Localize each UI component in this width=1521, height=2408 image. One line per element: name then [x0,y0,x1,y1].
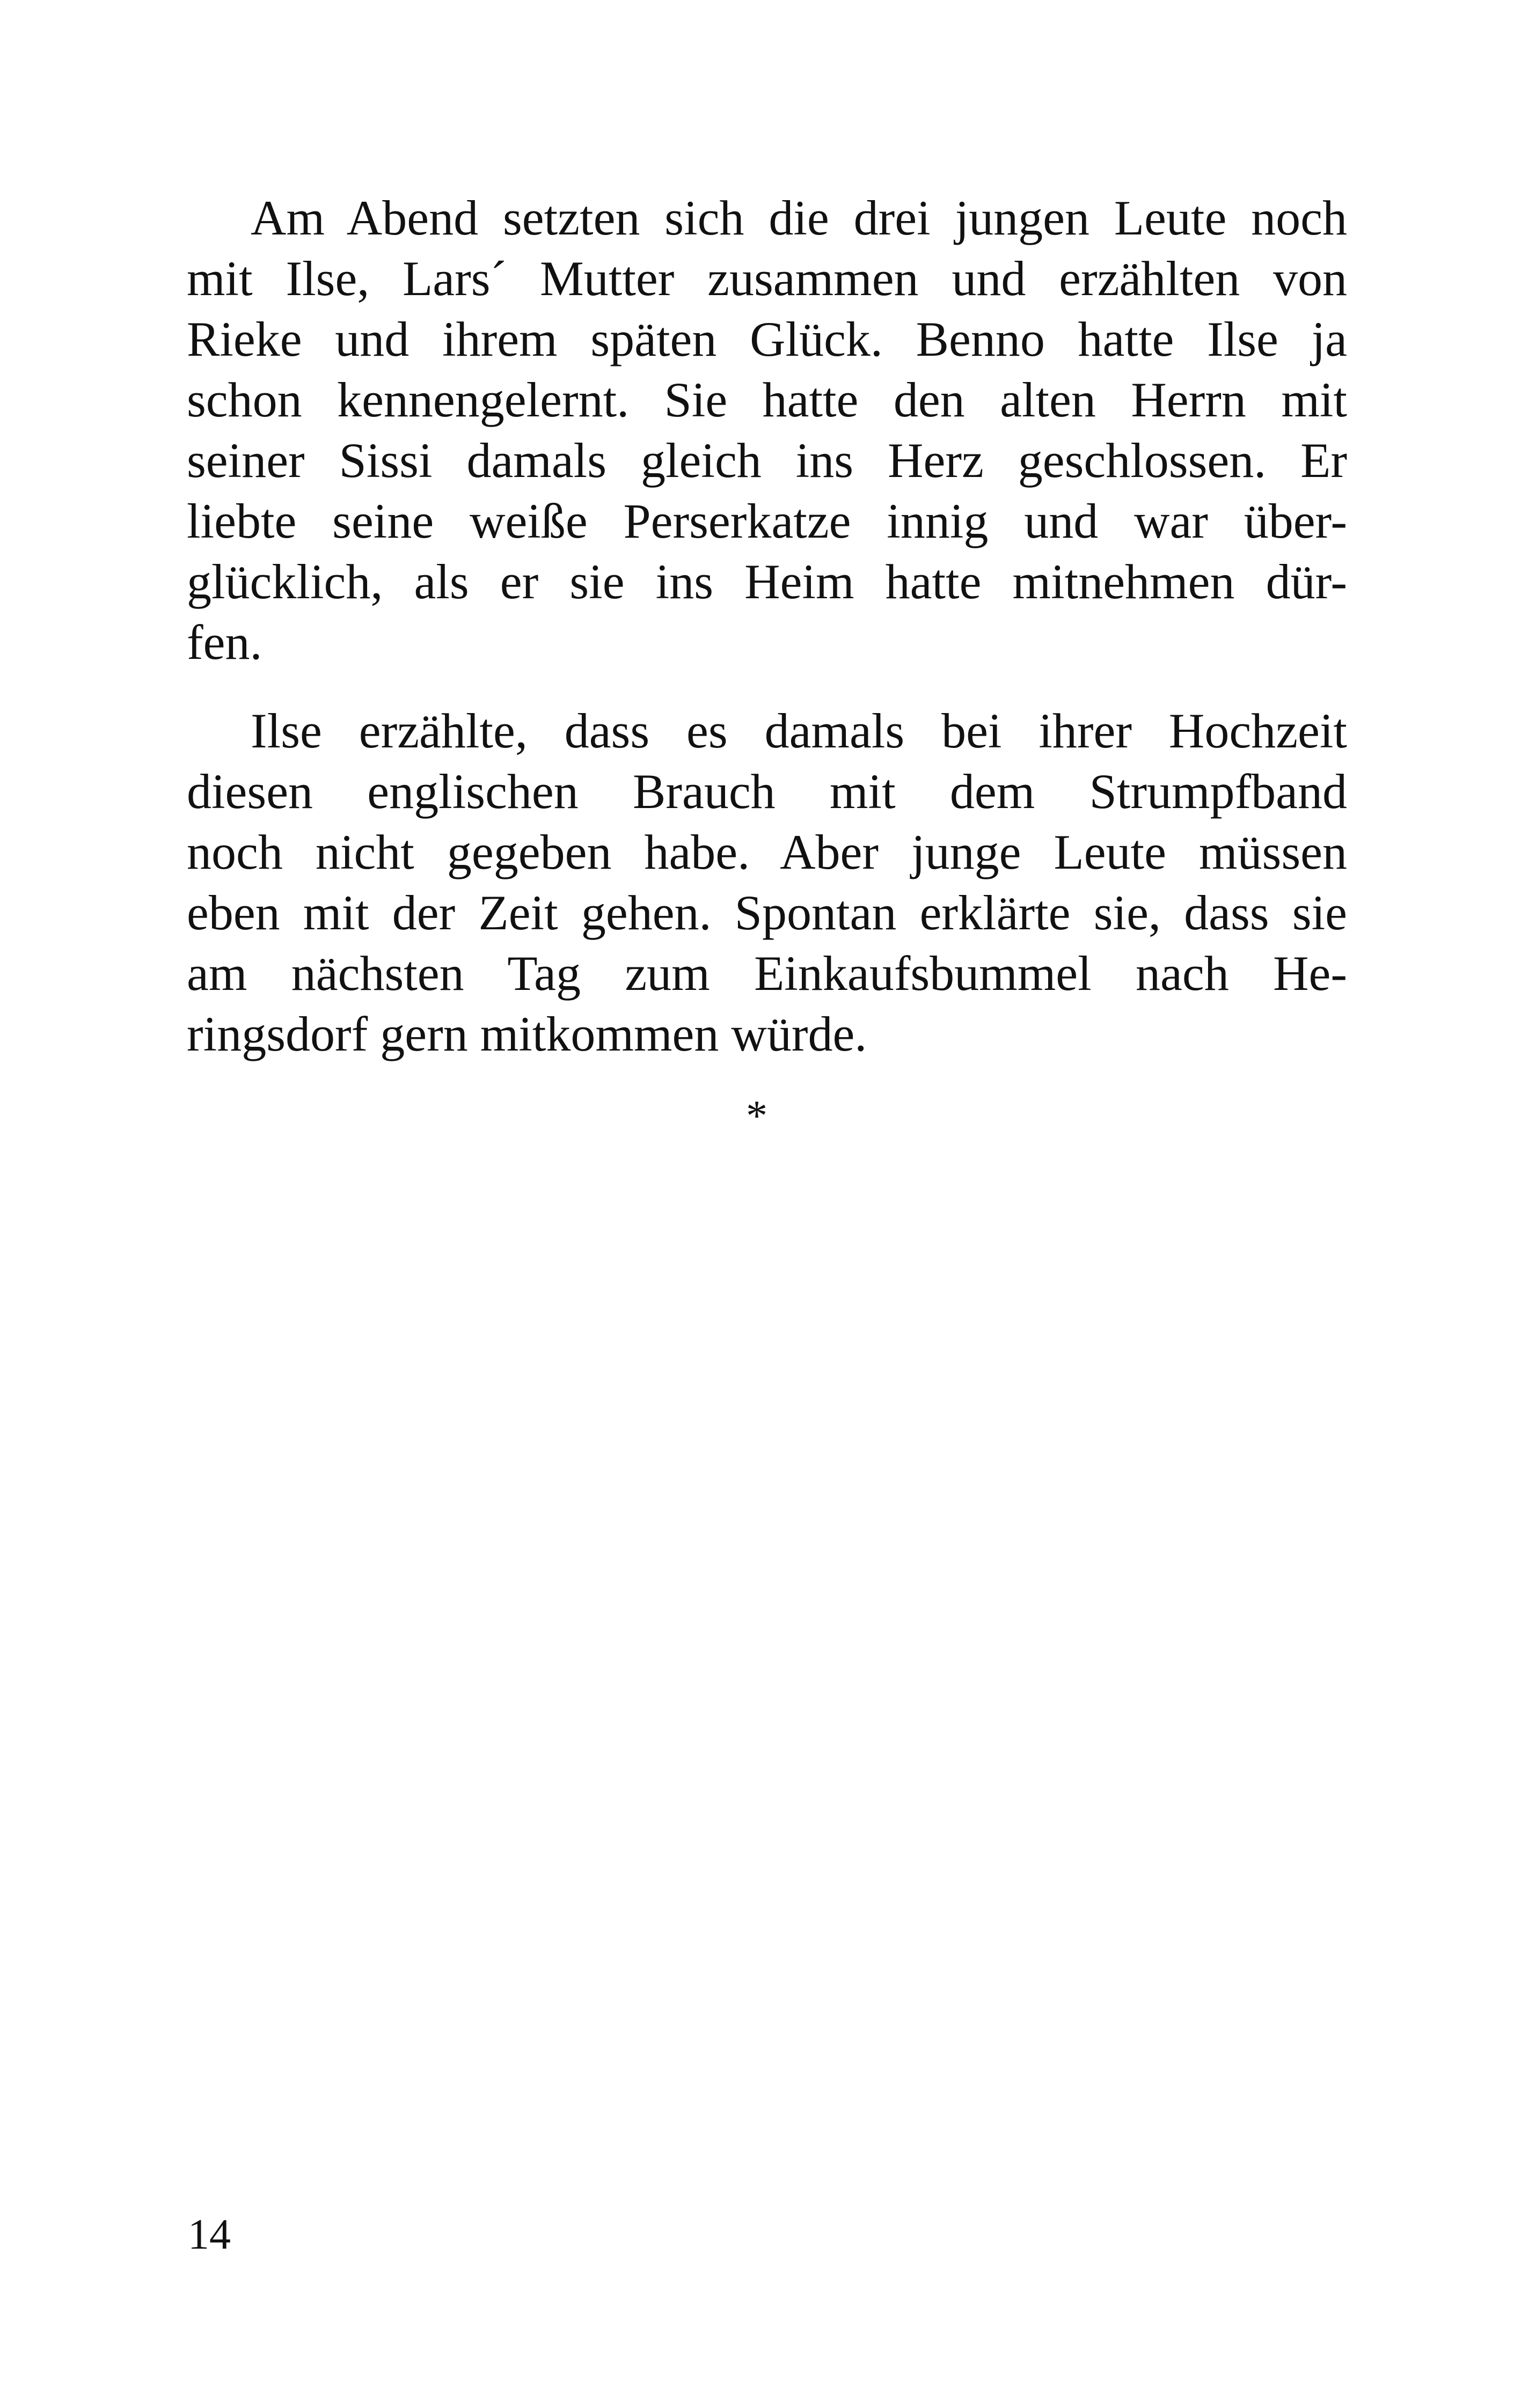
text-line: diesen englischen Brauch mit dem Strumpfband [187,764,1347,819]
text-line: am nächsten Tag zum Einkaufsbummel nach He- [187,946,1347,1001]
text-line: noch nicht gegeben habe. Aber junge Leute müssen [187,825,1347,879]
section-separator: * [746,1092,767,1140]
text-line: ringsdorf gern mitkommen würde. [187,1007,867,1061]
text-line: glücklich, als er sie ins Heim hatte mitnehmen dür- [187,554,1347,609]
text-line: seiner Sissi damals gleich ins Herz geschlossen. Er [187,433,1347,488]
text-line: Rieke und ihrem späten Glück. Benno hatte Ilse ja [187,312,1347,366]
text-line: Am Abend setzten sich die drei jungen Leute noch [251,190,1347,245]
text-line: Ilse erzählte, dass es damals bei ihrer Hochzeit [251,703,1347,758]
text-line: fen. [187,615,262,670]
text-line: schon kennengelernt. Sie hatte den alten Herrn mit [187,372,1347,427]
page-number: 14 [188,2211,231,2258]
text-line: mit Ilse, Lars´ Mutter zusammen und erzählten von [187,251,1347,306]
text-line: liebte seine weiße Perserkatze innig und war über- [187,494,1347,548]
text-line: eben mit der Zeit gehen. Spontan erklärte sie, dass sie [187,885,1347,940]
